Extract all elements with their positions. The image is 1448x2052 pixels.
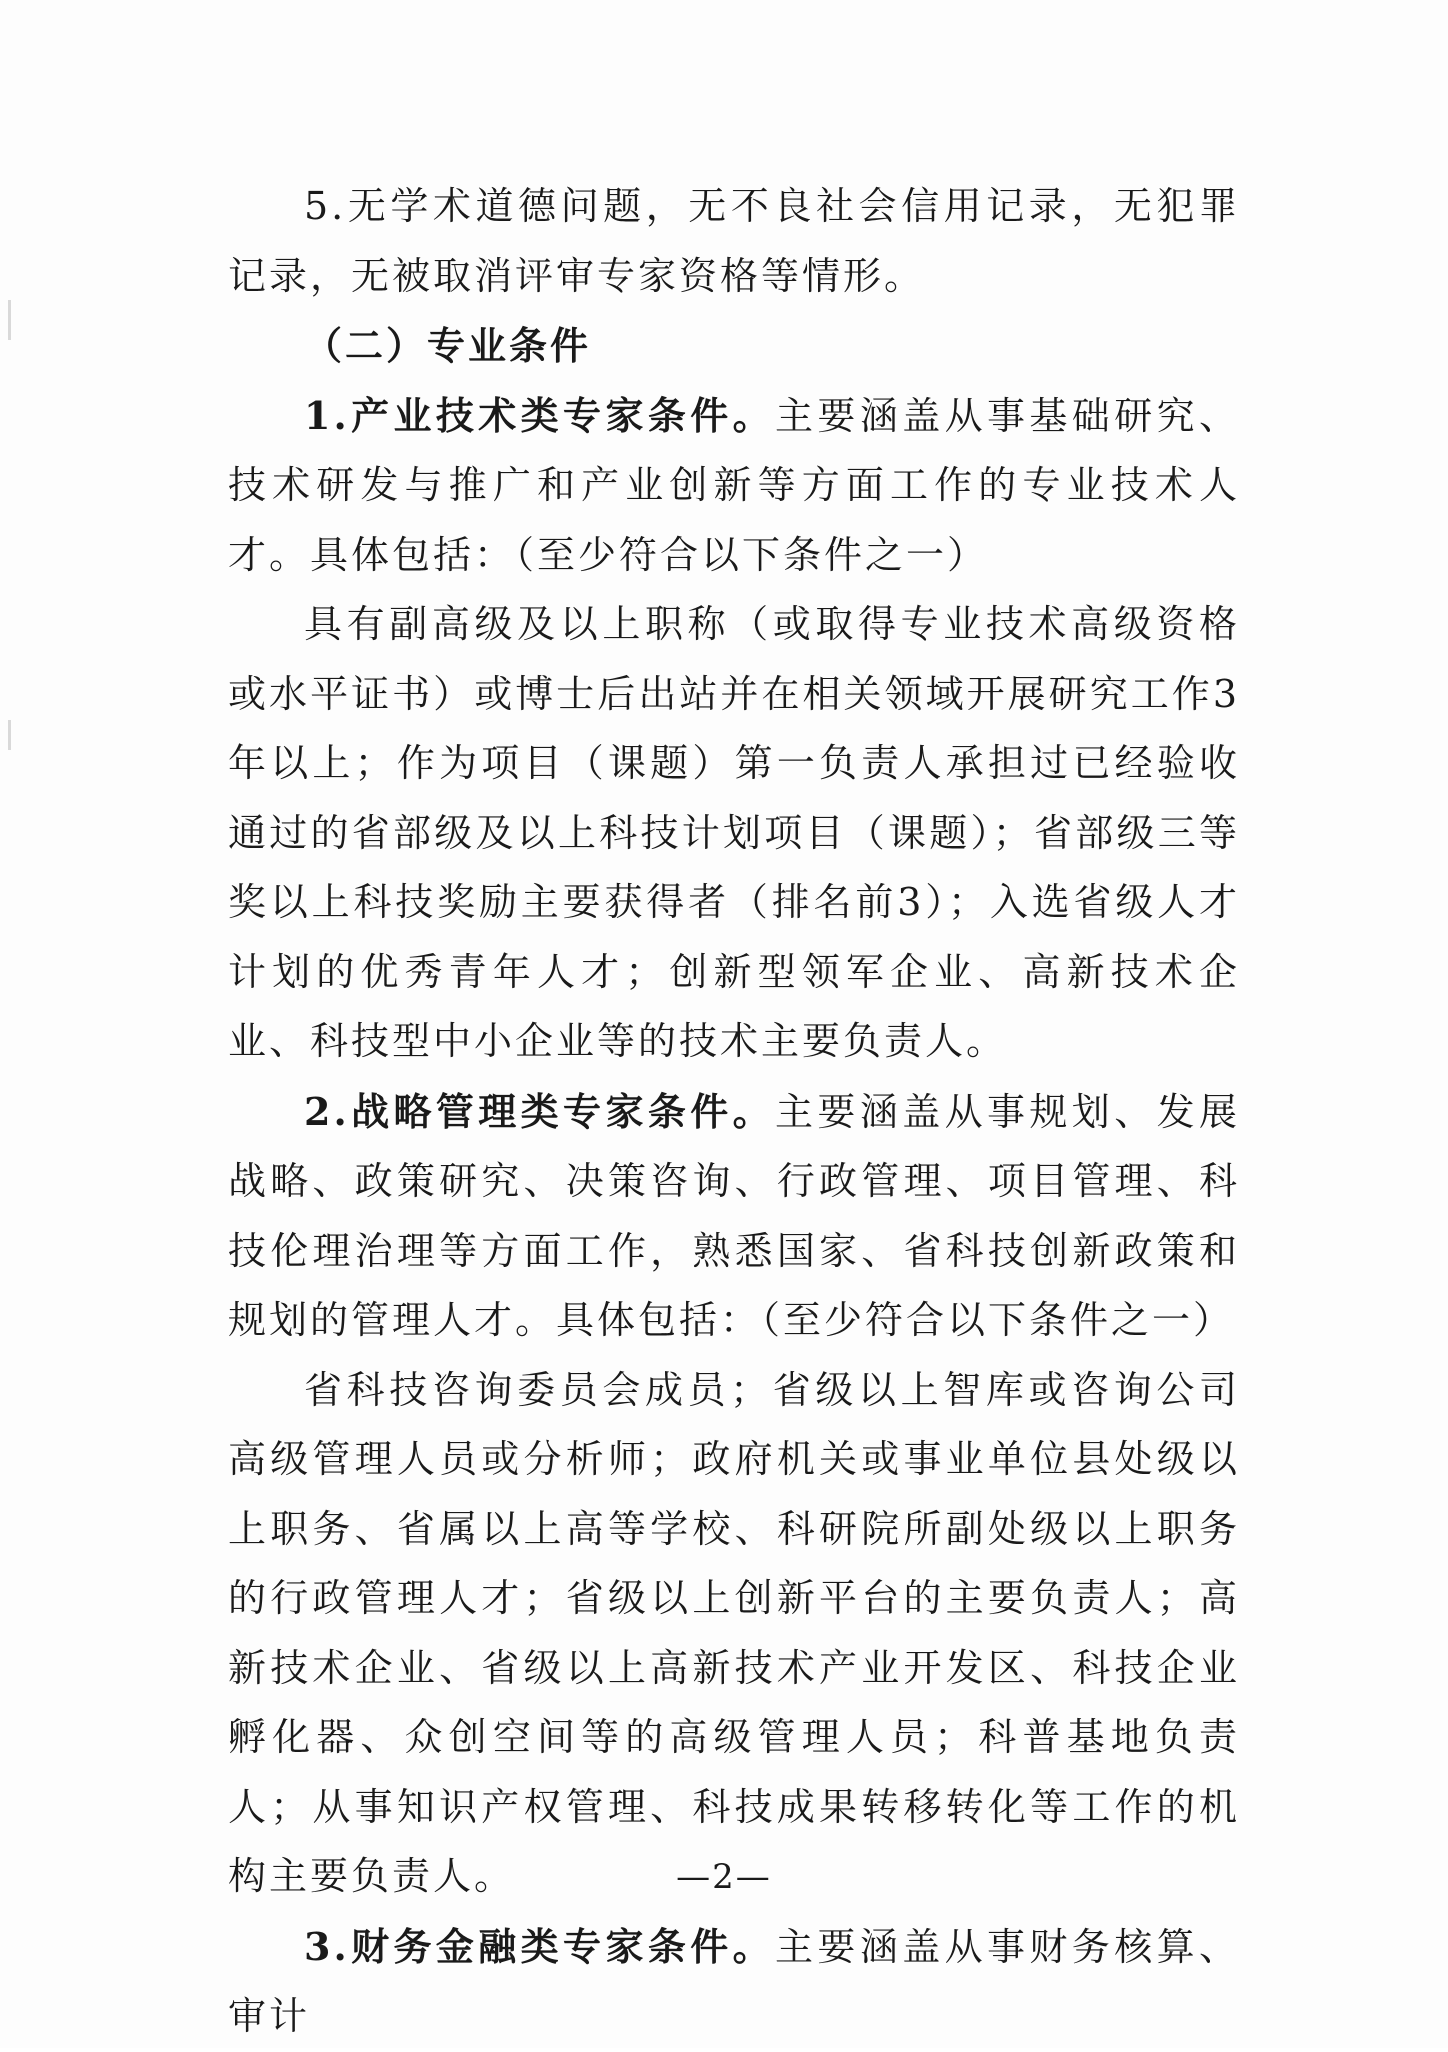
document-body	[228, 172, 1240, 2052]
paragraph-industry-tech	[228, 381, 1240, 591]
industry-tech-lead: 1.产业技术类专家条件。	[304, 392, 776, 438]
paragraph-finance	[228, 1912, 1240, 2052]
paragraph-strategy-mgmt-detail: 省科技咨询委员会成员；省级以上智库或咨询公司高级管理人员或分析师；政府机关或事业单位县处级以上职务、省属以上高等学校、科研院所副处级以上职务的行政管理人才；省级以上创新平台的主要负责人；高新技术企业、省级以上高新技术产业开发区、科技企业孵化器、众创空间等的高级管理人员；科普基地负责人；从事知识产权管理、科技成果转移转化等工作的机构主要负责人。	[228, 1367, 1240, 1898]
section-heading: （二）专业条件	[304, 323, 592, 368]
paragraph-strategy-mgmt	[228, 1077, 1240, 1356]
paragraph-industry-tech-detail: 具有副高级及以上职称（或取得专业技术高级资格或水平证书）或博士后出站并在相关领域开展研究工作3年以上；作为项目（课题）第一负责人承担过已经验收通过的省部级及以上科技计划项目（课题）；省部级三等奖以上科技奖励主要获得者（排名前3）；入选省级人才计划的优秀青年人才；创新型领军企业、高新技术企业、科技型中小企业等的技术主要负责人。	[228, 602, 1240, 1063]
scan-margin-mark	[8, 300, 11, 340]
finance-lead: 3.财务金融类专家条件。	[304, 1923, 776, 1969]
finance-text: 主要涵盖从事财务核算、审计	[228, 1924, 1240, 2038]
page-number: —2—	[676, 1857, 772, 1897]
scan-margin-mark	[8, 720, 11, 750]
industry-tech-text: 主要涵盖从事基础研究、技术研发与推广和产业创新等方面工作的专业技术人才。具体包括：（至少符合以下条件之一）	[228, 393, 1240, 577]
strategy-mgmt-text: 主要涵盖从事规划、发展战略、政策研究、决策咨询、行政管理、项目管理、科技伦理治理等方面工作，熟悉国家、省科技创新政策和规划的管理人才。具体包括：（至少符合以下条件之一）	[228, 1089, 1240, 1342]
paragraph-item-5: 5.无学术道德问题，无不良社会信用记录，无犯罪记录，无被取消评审专家资格等情形。	[228, 184, 1240, 298]
strategy-mgmt-lead: 2.战略管理类专家条件。	[304, 1088, 776, 1134]
